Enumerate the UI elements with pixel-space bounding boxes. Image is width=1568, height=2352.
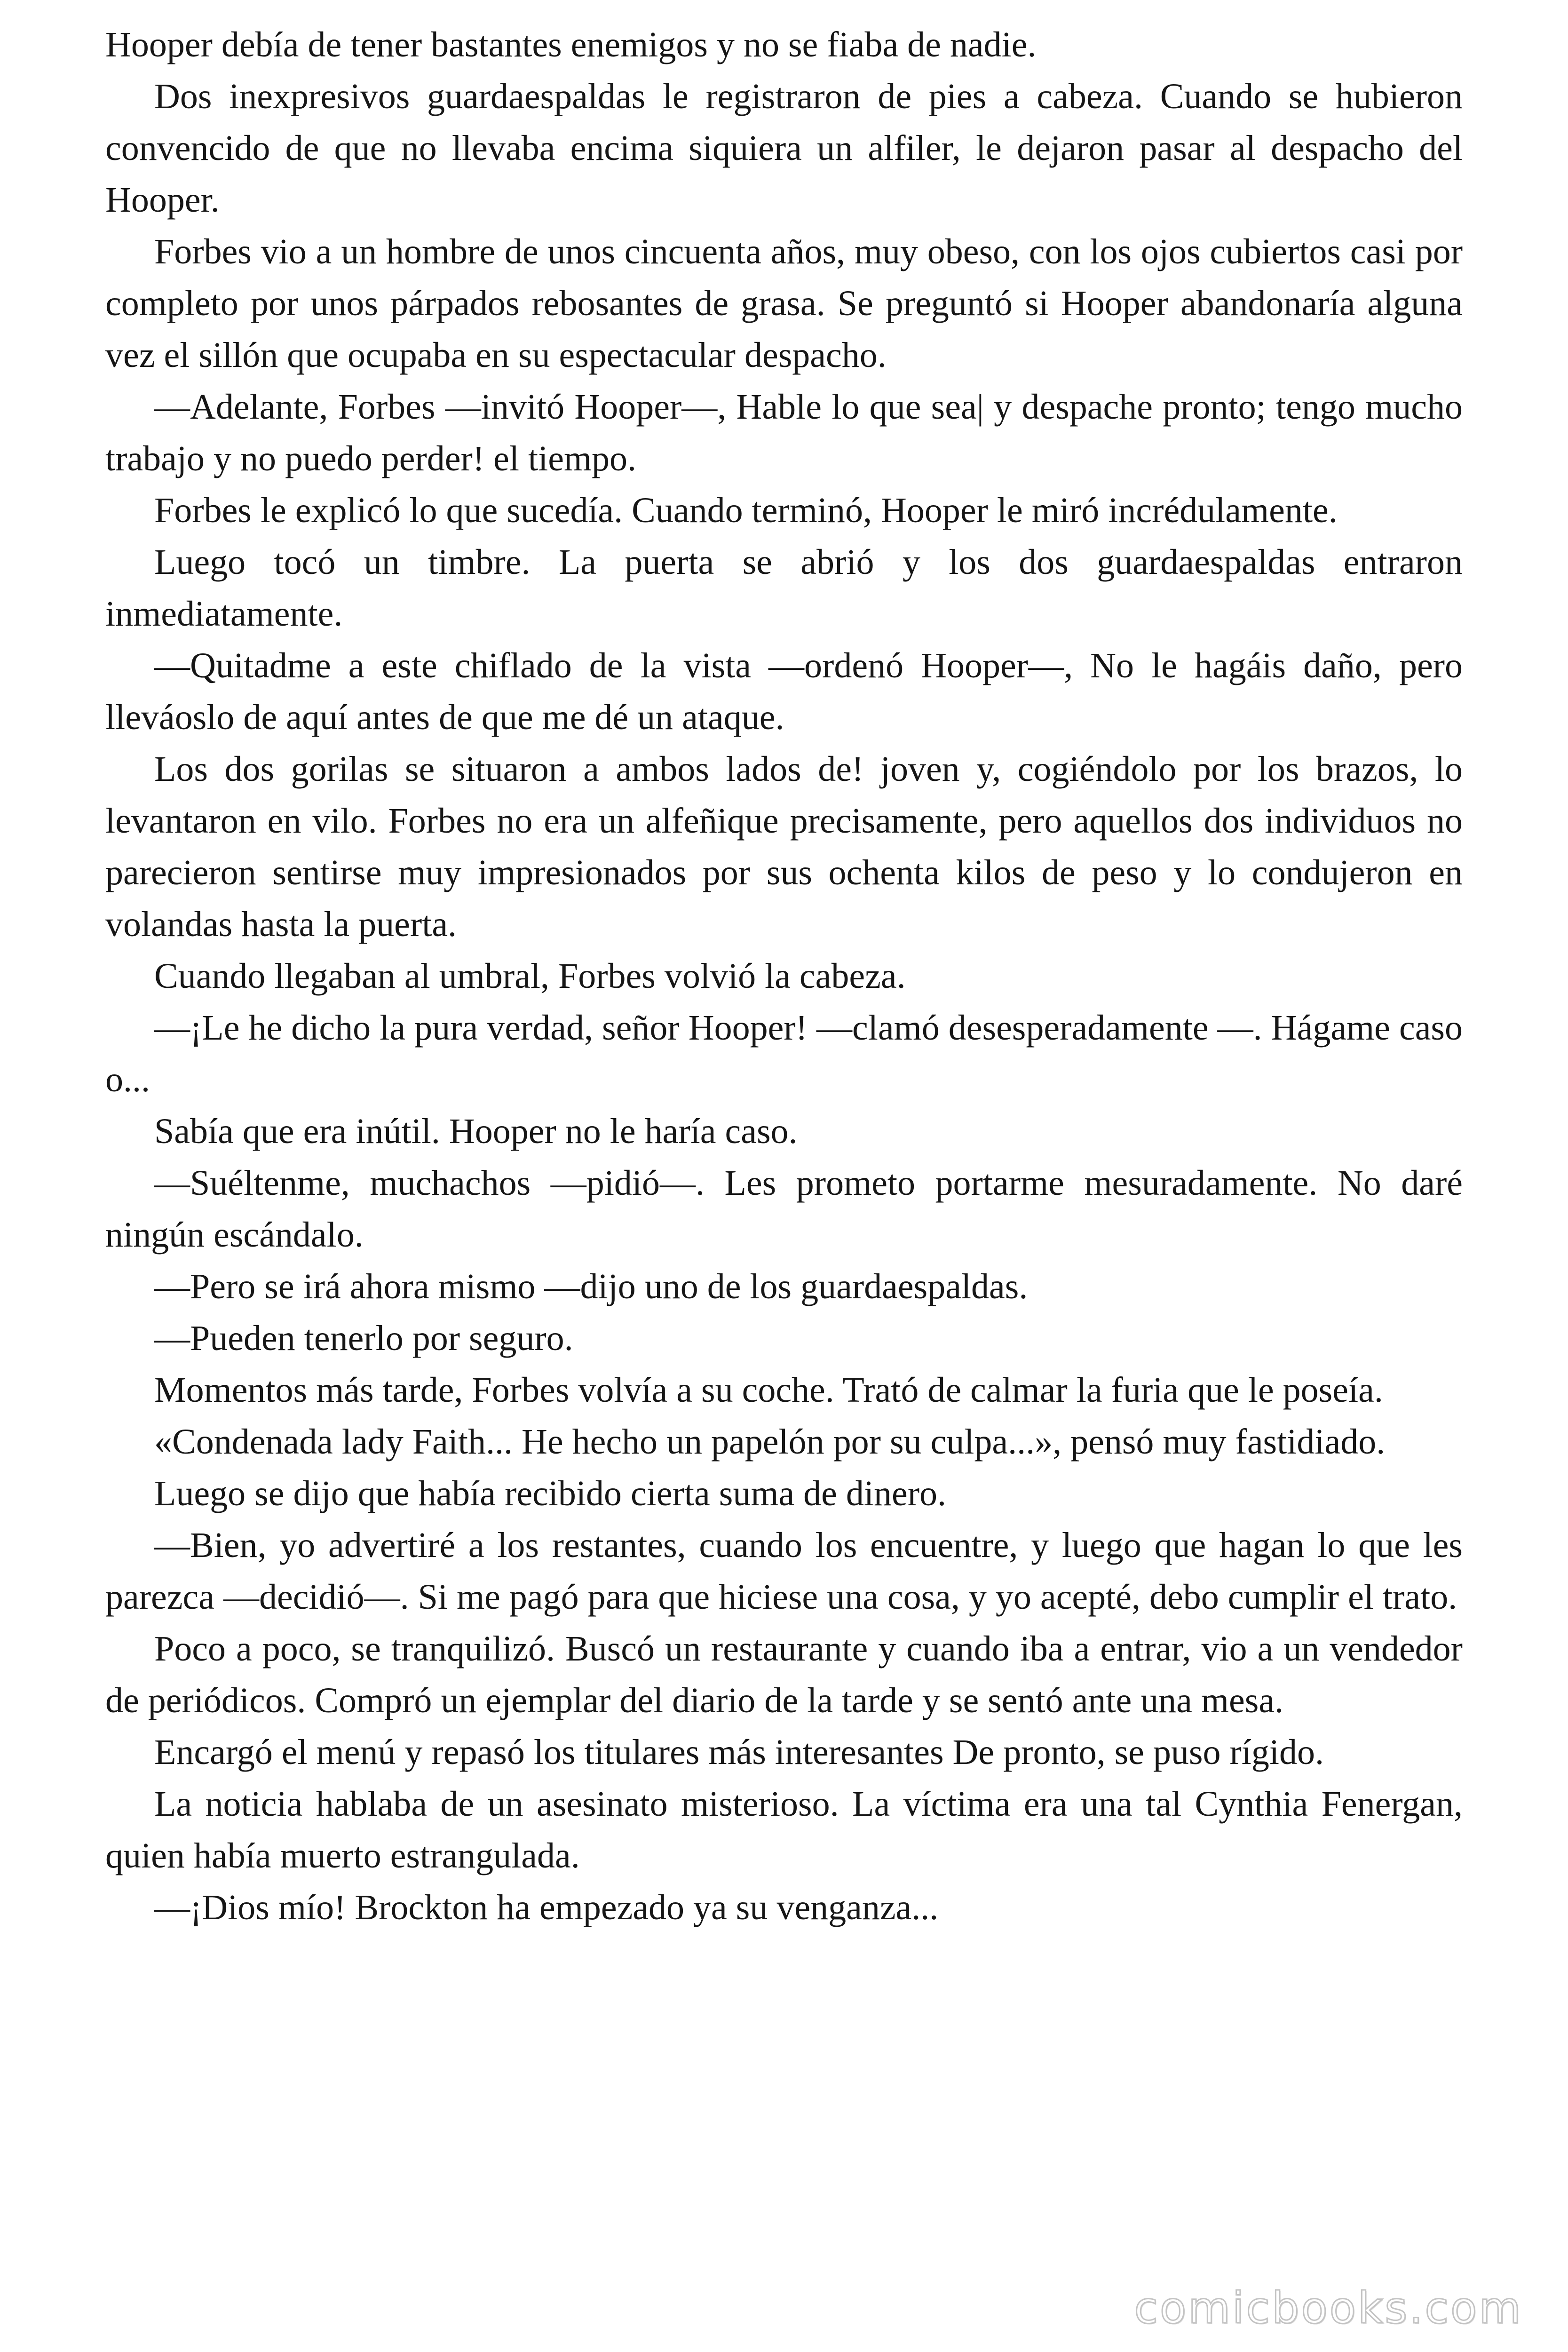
watermark: comicbooks.com xyxy=(1134,2283,1523,2333)
paragraph: —Pueden tenerlo por seguro. xyxy=(154,1319,573,1358)
paragraph: Luego se dijo que había recibido cierta suma de dinero. xyxy=(154,1474,947,1513)
paragraph: La noticia hablaba de un asesinato misterioso. La víctima era una tal Cynthia Fenergan, quien había muerto estrangulada. xyxy=(105,1784,1463,1875)
paragraph: —Bien, yo advertiré a los restantes, cuando los encuentre, y luego que hagan lo que les parezca —decidió—. Si me pagó para que hiciese una cosa, y yo acepté, debo cumplir el trato. xyxy=(105,1526,1463,1617)
paragraph: Cuando llegaban al umbral, Forbes volvió la cabeza. xyxy=(154,956,906,996)
paragraph: Poco a poco, se tranquilizó. Buscó un restaurante y cuando iba a entrar, vio a un vendedor de periódicos. Compró un ejemplar del diario de la tarde y se sentó ante una mesa. xyxy=(105,1629,1463,1720)
paragraph: —Suéltenme, muchachos —pidió—. Les prometo portarme mesuradamente. No daré ningún escándalo. xyxy=(105,1163,1463,1255)
paragraph: Forbes vio a un hombre de unos cincuenta años, muy obeso, con los ojos cubiertos casi por completo por unos párpados rebosantes de grasa. Se preguntó si Hooper abandonaría alguna vez el sillón que ocupaba en su espectacular despacho. xyxy=(105,232,1463,375)
paragraph: Los dos gorilas se situaron a ambos lados de! joven y, cogiéndolo por los brazos, lo levantaron en vilo. Forbes no era un alfeñique precisamente, pero aquellos dos individuos no parecieron sentirse muy impresionados por sus ochenta kilos de peso y lo condujeron en volandas hasta la puerta. xyxy=(105,749,1463,944)
paragraph: Luego tocó un timbre. La puerta se abrió y los dos guardaespaldas entraron inmediatamente. xyxy=(105,542,1463,634)
paragraph: —¡Le he dicho la pura verdad, señor Hooper! —clamó desesperadamente —. Hágame caso o... xyxy=(105,1008,1463,1099)
paragraph: —Pero se irá ahora mismo —dijo uno de los guardaespaldas. xyxy=(154,1267,1028,1306)
paragraph: Sabía que era inútil. Hooper no le haría caso. xyxy=(154,1112,798,1151)
paragraph: —Quitadme a este chiflado de la vista —ordenó Hooper—, No le hagáis daño, pero lleváoslo de aquí antes de que me dé un ataque. xyxy=(105,646,1463,737)
paragraph: —¡Dios mío! Brockton ha empezado ya su venganza... xyxy=(154,1888,939,1927)
paragraph: Hooper debía de tener bastantes enemigos y no se fiaba de nadie. xyxy=(105,25,1037,64)
paragraph: Forbes le explicó lo que sucedía. Cuando terminó, Hooper le miró incrédulamente. xyxy=(154,491,1338,530)
paragraph: «Condenada lady Faith... He hecho un papelón por su culpa...», pensó muy fastidiado. xyxy=(154,1422,1386,1462)
paragraph: Dos inexpresivos guardaespaldas le registraron de pies a cabeza. Cuando se hubieron convencido de que no llevaba encima siquiera un alfiler, le dejaron pasar al despacho del Hooper. xyxy=(105,77,1463,220)
paragraph: Momentos más tarde, Forbes volvía a su coche. Trató de calmar la furia que le poseía. xyxy=(154,1370,1383,1410)
paragraph: Encargó el menú y repasó los titulares más interesantes De pronto, se puso rígido. xyxy=(154,1732,1324,1772)
page-body xyxy=(105,19,1463,1933)
paragraph: —Adelante, Forbes —invitó Hooper—, Hable lo que sea| y despache pronto; tengo mucho trabajo y no puedo perder! el tiempo. xyxy=(105,387,1463,478)
